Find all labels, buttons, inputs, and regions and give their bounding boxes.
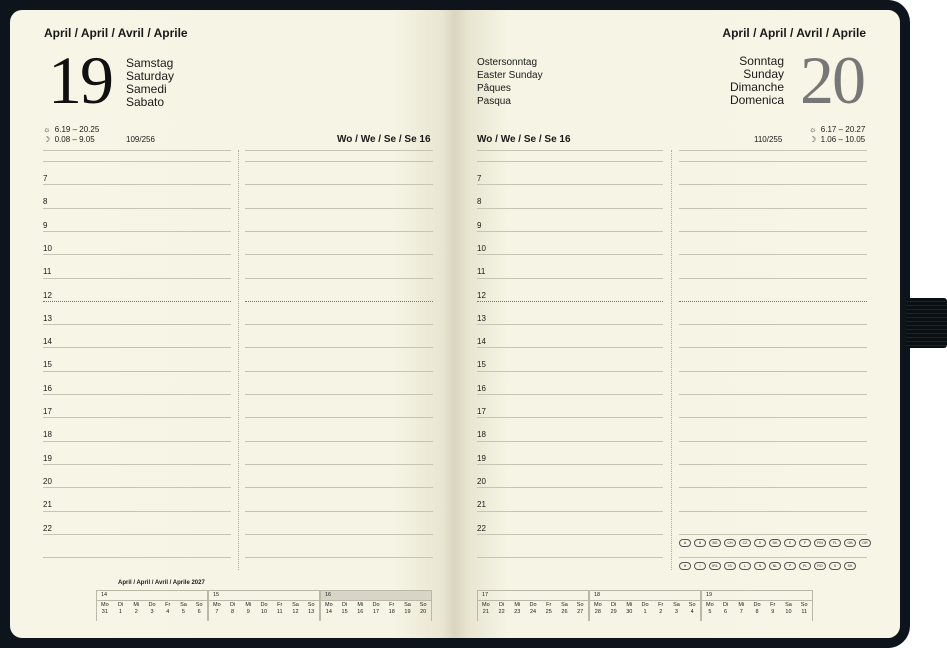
country-code-badge: RO — [814, 562, 826, 570]
hour-rule — [477, 441, 663, 442]
weekday-label: So — [688, 602, 696, 608]
date-label: 7 — [215, 609, 219, 615]
date-label: 21 — [482, 609, 489, 615]
note-rule — [245, 161, 433, 162]
hour-label: 19 — [43, 453, 52, 463]
date-row — [478, 609, 588, 615]
country-code-badge: IRL — [709, 562, 721, 570]
hour-rule — [43, 557, 231, 558]
weekday-label: Do — [260, 602, 268, 608]
note-rule — [245, 534, 433, 535]
weekday-label: Fr — [658, 602, 664, 608]
week-number: 17 — [478, 591, 588, 601]
date-label: 6 — [197, 609, 201, 615]
hour-label: 14 — [477, 337, 486, 347]
moon-icon: ☽ — [809, 135, 817, 144]
note-rule — [679, 324, 867, 325]
hour-label: 18 — [43, 430, 52, 440]
date-row — [321, 609, 431, 615]
country-code-badge: B — [694, 539, 706, 547]
note-rule — [245, 324, 433, 325]
month-header: April / April / Avril / Aprile — [722, 26, 866, 40]
weekday-label: Di — [341, 602, 348, 608]
note-rule — [679, 208, 867, 209]
sun-icon: ☼ — [809, 125, 817, 134]
note-rule — [245, 150, 433, 151]
hour-label: 7 — [477, 174, 482, 183]
hour-rule — [477, 231, 663, 232]
note-rule — [245, 208, 433, 209]
weekday-label: Di — [610, 602, 617, 608]
weekday-label: Do — [641, 602, 649, 608]
holiday-it: Pasqua — [477, 96, 511, 107]
weekday-label: Do — [529, 602, 537, 608]
hour-label: 20 — [477, 476, 486, 486]
hour-label: 22 — [43, 523, 52, 533]
weekday-label: Fr — [546, 602, 552, 608]
sun-value: 6.17 – 20.27 — [820, 125, 866, 134]
note-rule — [679, 254, 867, 255]
country-code-badge: CZ — [739, 539, 751, 547]
weekday-label: Di — [229, 602, 236, 608]
hour-rule — [477, 254, 663, 255]
mini-calendar-week — [208, 590, 320, 621]
hour-label: 18 — [477, 430, 486, 440]
note-rule — [245, 371, 433, 372]
day-name-en: Saturday — [126, 69, 175, 83]
date-label: 12 — [292, 609, 299, 615]
date-label: 24 — [529, 609, 537, 615]
sun-icon: ☼ — [43, 125, 51, 134]
date-label: 26 — [561, 609, 568, 615]
country-code-badge: D — [754, 539, 766, 547]
date-label: 1 — [119, 609, 123, 615]
holiday-de: Ostersonntag — [477, 57, 538, 68]
holiday-fr: Pâques — [477, 83, 511, 94]
note-rule — [245, 417, 433, 418]
hour-label: 13 — [43, 313, 52, 323]
date-label: 31 — [101, 609, 108, 615]
hour-rule — [477, 534, 663, 535]
hour-rule — [477, 557, 663, 558]
date-label: 23 — [514, 609, 521, 615]
hour-label: 16 — [43, 383, 52, 393]
weekday-label: So — [195, 602, 203, 608]
note-rule — [245, 184, 433, 185]
hour-rule — [43, 150, 231, 151]
note-rule — [679, 347, 867, 348]
note-rule — [245, 487, 433, 488]
country-code-badge: GR — [859, 539, 871, 547]
weekday-label: So — [800, 602, 808, 608]
hour-rule — [43, 324, 231, 325]
date-label: 6 — [724, 609, 728, 615]
weekday-label: Sa — [673, 602, 680, 608]
day-name-fr: Dimanche — [729, 80, 784, 94]
date-label: 10 — [260, 609, 268, 615]
month-header: April / April / Avril / Aprile — [44, 26, 188, 40]
country-code-badge: DK — [769, 539, 781, 547]
hour-label: 11 — [477, 267, 486, 277]
mini-calendar-week — [701, 590, 813, 621]
day-number: 19 — [48, 42, 112, 118]
date-label: 11 — [801, 609, 808, 615]
hour-label: 19 — [477, 453, 486, 463]
elastic-strap — [906, 298, 947, 348]
weekday-label: Mi — [514, 602, 521, 608]
hour-rule — [43, 278, 231, 279]
date-label: 17 — [372, 609, 380, 615]
date-label: 9 — [246, 609, 250, 615]
hour-rule — [477, 184, 663, 185]
date-label: 15 — [341, 609, 348, 615]
note-rule — [245, 441, 433, 442]
hour-rule — [43, 347, 231, 348]
weekday-label: Di — [722, 602, 729, 608]
weekday-label: Mo — [325, 602, 333, 608]
hour-label: 9 — [43, 220, 48, 230]
note-rule — [679, 161, 867, 162]
note-rule — [245, 464, 433, 465]
moon-times — [809, 135, 865, 145]
note-rule — [679, 184, 867, 185]
weekday-label: Do — [148, 602, 156, 608]
date-label: 28 — [594, 609, 601, 615]
hour-rule — [43, 254, 231, 255]
weekday-row — [97, 602, 207, 608]
country-code-badge: IS — [724, 562, 736, 570]
date-label: 1 — [643, 609, 647, 615]
note-rule — [245, 394, 433, 395]
weekday-row — [321, 602, 431, 608]
country-code-badge: BG — [709, 539, 721, 547]
date-label: 2 — [134, 609, 138, 615]
moon-times — [43, 135, 95, 145]
hour-label: 12 — [43, 290, 52, 300]
weekday-row — [209, 602, 319, 608]
day-name-it: Sabato — [126, 95, 165, 109]
country-code-badge: A — [679, 539, 691, 547]
weekday-row — [478, 602, 588, 608]
note-rule — [679, 371, 867, 372]
hour-rule — [43, 394, 231, 395]
hour-rule — [477, 208, 663, 209]
holiday-en: Easter Sunday — [477, 70, 543, 81]
date-label: 19 — [404, 609, 411, 615]
hour-rule — [477, 324, 663, 325]
date-row — [702, 609, 812, 615]
date-label: 29 — [610, 609, 617, 615]
weekday-label: Mo — [706, 602, 714, 608]
hour-rule — [477, 511, 663, 512]
day-of-year: 110/255 — [754, 135, 783, 144]
date-label: 3 — [674, 609, 678, 615]
weekday-row — [702, 602, 812, 608]
country-code-badge: I — [694, 562, 706, 570]
country-code-badge: P — [784, 562, 796, 570]
note-rule — [679, 487, 867, 488]
country-code-badge: GB — [844, 539, 856, 547]
hour-label: 15 — [477, 360, 486, 370]
weekday-label: Di — [498, 602, 505, 608]
weekday-label: Fr — [389, 602, 395, 608]
day-name-en: Sunday — [743, 67, 784, 81]
mini-calendar-title: April / April / Avril / Aprile 2027 — [118, 580, 205, 586]
date-label: 4 — [166, 609, 170, 615]
sun-value: 6.19 – 20.25 — [54, 125, 100, 134]
hour-rule — [477, 417, 663, 418]
weekday-label: Mi — [133, 602, 140, 608]
hour-rule — [477, 301, 663, 302]
hour-rule — [43, 371, 231, 372]
country-code-badge: FIN — [814, 539, 826, 547]
date-row — [590, 609, 700, 615]
date-label: 7 — [739, 609, 743, 615]
weekday-label: Fr — [165, 602, 171, 608]
hour-rule — [477, 487, 663, 488]
hour-label: 10 — [43, 243, 52, 253]
sun-times — [809, 125, 865, 135]
note-rule — [679, 301, 867, 302]
country-code-badge: E — [784, 539, 796, 547]
date-label: 16 — [357, 609, 364, 615]
country-code-badge: SK — [844, 562, 856, 570]
weekday-label: So — [576, 602, 584, 608]
hour-rule — [43, 184, 231, 185]
hour-label: 14 — [43, 337, 52, 347]
country-code-badge: F — [799, 539, 811, 547]
note-rule — [679, 394, 867, 395]
hour-rule — [43, 161, 231, 162]
hour-rule — [43, 534, 231, 535]
right-page — [455, 10, 900, 638]
mini-calendar-week — [320, 590, 432, 621]
note-rule — [245, 347, 433, 348]
note-rule — [679, 231, 867, 232]
country-code-badge: PL — [799, 562, 811, 570]
weekday-label: Do — [372, 602, 380, 608]
holiday-names — [477, 56, 543, 108]
hour-label: 12 — [477, 290, 486, 300]
date-label: 3 — [150, 609, 154, 615]
date-label: 10 — [785, 609, 792, 615]
hour-rule — [43, 208, 231, 209]
weekday-label: Mi — [738, 602, 745, 608]
date-label: 8 — [755, 609, 759, 615]
hour-rule — [477, 371, 663, 372]
week-number: Wo / We / Se / Se 16 — [337, 134, 431, 145]
hour-rule — [43, 441, 231, 442]
weekday-label: Mo — [101, 602, 109, 608]
day-name-it: Domenica — [729, 93, 784, 107]
date-row — [209, 609, 319, 615]
week-number: 14 — [97, 591, 207, 601]
day-names — [730, 55, 784, 107]
hour-label: 15 — [43, 360, 52, 370]
country-code-badge: FL — [829, 539, 841, 547]
hour-label: 11 — [43, 267, 52, 277]
date-label: 14 — [325, 609, 332, 615]
hour-label: 22 — [477, 523, 486, 533]
date-label: 13 — [308, 609, 315, 615]
date-label: 8 — [231, 609, 235, 615]
hour-rule — [477, 150, 663, 151]
mini-calendar-week — [96, 590, 208, 621]
hour-rule — [477, 464, 663, 465]
day-name-de: Sonntag — [739, 54, 784, 68]
hour-rule — [43, 417, 231, 418]
date-label: 25 — [545, 609, 552, 615]
weekday-label: Sa — [561, 602, 568, 608]
weekday-label: Mi — [245, 602, 252, 608]
weekday-label: Sa — [180, 602, 187, 608]
country-code-badge: H — [679, 562, 691, 570]
weekday-label: So — [419, 602, 427, 608]
hour-rule — [477, 161, 663, 162]
mini-calendar-week — [589, 590, 701, 621]
week-number: 19 — [702, 591, 812, 601]
date-label: 11 — [276, 609, 283, 615]
hour-label: 9 — [477, 220, 482, 230]
weekday-label: Fr — [770, 602, 776, 608]
date-label: 4 — [690, 609, 694, 615]
note-rule — [679, 511, 867, 512]
note-rule — [245, 511, 433, 512]
hour-label: 21 — [477, 500, 486, 510]
date-label: 2 — [659, 609, 663, 615]
left-page — [10, 10, 455, 638]
weekday-label: Di — [117, 602, 124, 608]
weekday-label: Mo — [594, 602, 602, 608]
weekday-label: Do — [753, 602, 761, 608]
hour-rule — [43, 487, 231, 488]
day-number: 20 — [800, 42, 864, 118]
country-code-badge: L — [739, 562, 751, 570]
hour-label: 10 — [477, 243, 486, 253]
country-code-badge: S — [829, 562, 841, 570]
date-label: 5 — [708, 609, 712, 615]
day-name-de: Samstag — [126, 56, 174, 70]
moon-value: 0.08 – 9.05 — [54, 135, 95, 144]
day-name-fr: Samedi — [126, 82, 167, 96]
hour-rule — [477, 347, 663, 348]
note-rule — [245, 231, 433, 232]
note-rule — [245, 301, 433, 302]
date-label: 9 — [771, 609, 775, 615]
hour-rule — [43, 301, 231, 302]
day-names — [126, 57, 174, 109]
hour-label: 8 — [43, 197, 48, 207]
note-rule — [245, 557, 433, 558]
week-number: Wo / We / Se / Se 16 — [477, 134, 571, 145]
date-label: 20 — [420, 609, 427, 615]
weekday-label: Sa — [785, 602, 792, 608]
hour-label: 16 — [477, 383, 486, 393]
weekday-label: Mo — [213, 602, 221, 608]
hour-label: 13 — [477, 313, 486, 323]
hour-label: 17 — [477, 407, 486, 416]
country-codes-row2 — [679, 554, 859, 572]
hour-label: 7 — [43, 174, 48, 183]
weekday-label: So — [307, 602, 315, 608]
note-rule — [245, 278, 433, 279]
week-number: 16 — [321, 591, 431, 601]
note-rule — [679, 441, 867, 442]
column-divider — [671, 150, 672, 570]
mini-calendar-week — [477, 590, 589, 621]
hour-rule — [43, 231, 231, 232]
weekday-label: Fr — [277, 602, 283, 608]
note-rule — [679, 150, 867, 151]
hour-rule — [43, 511, 231, 512]
moon-value: 1.06 – 10.05 — [820, 135, 866, 144]
note-rule — [679, 464, 867, 465]
hour-rule — [43, 464, 231, 465]
week-number: 18 — [590, 591, 700, 601]
country-code-badge: CH — [724, 539, 736, 547]
weekday-label: Mi — [626, 602, 633, 608]
date-label: 5 — [181, 609, 185, 615]
date-label: 18 — [388, 609, 395, 615]
country-code-badge: NL — [769, 562, 781, 570]
note-rule — [679, 278, 867, 279]
hour-label: 21 — [43, 500, 52, 510]
note-rule — [245, 254, 433, 255]
day-of-year: 109/256 — [126, 135, 155, 144]
weekday-label: Sa — [404, 602, 411, 608]
hour-rule — [477, 394, 663, 395]
note-rule — [679, 417, 867, 418]
date-label: 22 — [498, 609, 505, 615]
weekday-label: Mo — [482, 602, 490, 608]
weekday-label: Mi — [357, 602, 364, 608]
date-label: 27 — [577, 609, 584, 615]
moon-icon: ☽ — [43, 135, 51, 144]
sun-times — [43, 125, 99, 135]
weekday-row — [590, 602, 700, 608]
hour-rule — [477, 278, 663, 279]
hour-label: 20 — [43, 476, 52, 486]
date-row — [97, 609, 207, 615]
week-number: 15 — [209, 591, 319, 601]
hour-label: 8 — [477, 197, 482, 207]
column-divider — [238, 150, 239, 570]
hour-label: 17 — [43, 407, 52, 416]
date-label: 30 — [626, 609, 633, 615]
country-codes-row1 — [679, 531, 874, 549]
weekday-label: Sa — [292, 602, 299, 608]
country-code-badge: N — [754, 562, 766, 570]
